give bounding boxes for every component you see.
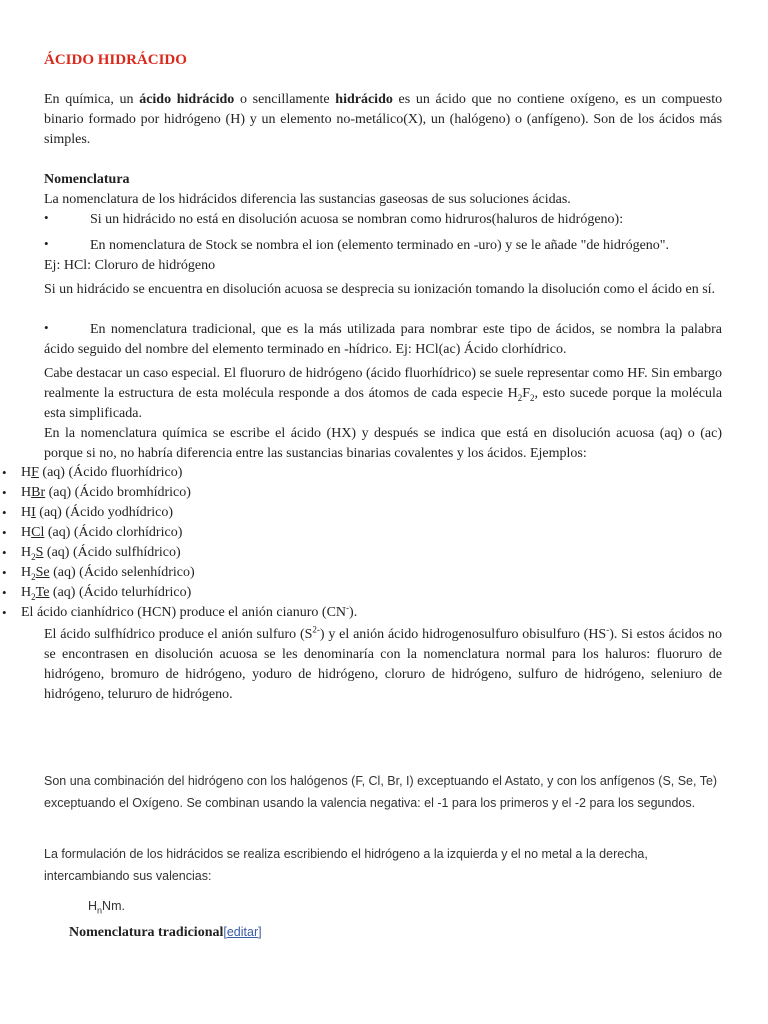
link-gaseosas[interactable]: gaseosas — [379, 192, 429, 207]
nomenclatura-quimica-paragraph: En la nomenclatura química se escribe el ácido (HX) y después se indica que está en disolución acuosa (aq) o (ac) porque si no, no habría diferencia entre las sustancias binarias covalentes y los ácidos. Ejemplos: — [44, 426, 722, 461]
combinacion-paragraph: Son una combinación del hidrógeno con los halógenos (F, Cl, Br, I) exceptuando el Astato, y con los anfígenos (S, Se, Te) exceptuando el Oxígeno. Se combinan usando la valencia negativa: el -1 para los primeros y el -2 para los segundos. — [44, 774, 718, 810]
link-elemento-no-metalico[interactable]: elemento no-metálico — [280, 112, 404, 127]
list-item: • HBr (aq) (Ácido bromhídrico) — [0, 483, 728, 503]
link-fluoruro[interactable]: fluoruro de hidrógeno — [44, 647, 723, 682]
list-item: • $H_2Te$ (aq) (Ácido telurhídrico) — [0, 583, 728, 603]
section-heading-nomenclatura: Nomenclatura — [44, 172, 130, 187]
term-hidracido: hidrácido — [335, 92, 393, 107]
link-acido-hx[interactable]: ácido — [290, 426, 322, 441]
link-quimica[interactable]: química — [65, 92, 111, 107]
link-bisulfuro[interactable]: bisulfuro — [529, 627, 580, 642]
bullet-tradicional: En nomenclatura tradicional, que es la más utilizada para nombrar este tipo de ácidos, se nombra la palabra ácido seguido del nombre del elemento terminado en -hídrico. Ej: HCl(ac) Ácido clorhídrico. — [44, 322, 723, 357]
list-item: • HCl (aq) (Ácido clorhídrico) — [0, 523, 728, 543]
link-atomos[interactable]: átomos — [368, 386, 410, 401]
link-acido[interactable]: ácido — [435, 92, 466, 107]
link-anion-hidrogenosulfuro[interactable]: anión ácido hidrogenosulfuro o — [353, 627, 530, 642]
ionizacion-paragraph: Si un hidrácido se encuentra en disolución acuosa se desprecia su ionización tomando la disolución como el ácido en sí. — [44, 282, 716, 297]
link-anion-cianuro[interactable]: anión cianuro — [241, 605, 319, 620]
link-disolucion-acuosa[interactable]: disolución acuosa — [552, 426, 655, 441]
link-element-f[interactable]: F — [31, 465, 39, 480]
link-element-s[interactable]: S — [35, 545, 44, 560]
term-acido-hidracido: ácido hidrácido — [139, 92, 235, 107]
link-oxigeno[interactable]: oxígeno — [570, 92, 616, 107]
list-item: • $H_2Se$ (aq) (Ácido selenhídrico) — [0, 563, 728, 583]
general-formula: $H_nNm$. — [88, 899, 125, 916]
link-element-br[interactable]: Br — [31, 485, 46, 500]
link-hidruros[interactable]: hidruros — [445, 212, 492, 227]
intro-paragraph: En química, un ácido hidrácido o sencillamente hidrácido es un ácido que no contiene oxígeno, es un compuesto binario formado por hidrógeno (H) y un elemento no-metálico(X), un (halógeno) o (anfígeno). Son de los ácidos más simples. — [44, 92, 723, 147]
link-hidrogeno[interactable]: hidrógeno — [164, 112, 221, 127]
list-item: • $H_2S$ (aq) (Ácido sulfhídrico) — [0, 543, 728, 563]
link-ionizacion[interactable]: ionización — [413, 282, 473, 297]
link-acido-clorhidrico[interactable]: Ácido clorhídrico — [463, 342, 564, 357]
caso-especial-paragraph: Cabe destacar un caso especial. El fluoruro de hidrógeno (ácido fluorhídrico) se suele representar como HF. Sin embargo realmente la estructura de esta molécula responde a dos átomos de cada especie $H_2F_2$, esto sucede porque la molécula esta simplificada. — [44, 366, 723, 421]
bullet-disolucion: Si un hidrácido no está en disolución acuosa se nombran como hidruros(haluros de hidrógeno): — [90, 212, 624, 227]
examples-list — [0, 463, 728, 623]
link-sulfuro[interactable]: sulfuro de hidrógeno — [518, 667, 641, 682]
page-title: ÁCIDO HIDRÁCIDO — [44, 52, 187, 68]
link-element-se[interactable]: Se — [35, 565, 50, 580]
link-bromuro[interactable]: bromuro de hidrógeno — [110, 667, 243, 682]
link-nomenclatura-quimica[interactable]: nomenclatura química — [80, 426, 208, 441]
link-acidos[interactable]: ácidos — [555, 322, 592, 337]
link-cloruro-de-hidrogeno[interactable]: Cloruro de hidrógeno — [94, 258, 216, 273]
list-item: • HI (aq) (Ácido yodhídrico) — [0, 503, 728, 523]
bullet-stock: En nomenclatura de Stock se nombra el ion (elemento terminado en -uro) y se le añade "de hidrógeno". — [90, 238, 670, 253]
edit-link[interactable]: editar — [226, 925, 259, 939]
link-haluros[interactable]: haluros — [605, 647, 647, 662]
link-anion-sulfuro[interactable]: anión sulfuro — [221, 627, 297, 642]
section-heading-nomenclatura-tradicional: Nomenclatura tradicional[editar] — [69, 925, 262, 940]
link-disolucion[interactable]: disolución — [238, 212, 297, 227]
sulfhidrico-paragraph: El ácido sulfhídrico produce el anión sulfuro $(S^{2-})$ y el anión ácido hidrogenosulfuro obisulfuro (HS-). Si estos ácidos no se encontrasen en disolución acuosa se les denominaría con la nomenclatura normal para los haluros: fluoruro de hidrógeno, bromuro de hidrógeno, yoduro de hidrógeno, cloruro de hidrógeno, sulfuro de hidrógeno, seleniuro de hidrógeno, telururo de hidrógeno. — [44, 624, 723, 702]
formulacion-paragraph: La formulación de los hidrácidos se realiza escribiendo el hidrógeno a la izquierda y el no metal a la derecha, intercambiando sus valencias: — [44, 847, 648, 883]
link-yoduro[interactable]: yoduro de hidrógeno — [252, 667, 375, 682]
link-element-cl[interactable]: Cl — [31, 525, 45, 540]
link-acido-fluorhidrico[interactable]: ácido fluorhídrico — [370, 366, 472, 381]
nomenclatura-paragraph: La nomenclatura de los hidrácidos diferencia las sustancias gaseosas de sus soluciones ácidas. — [44, 192, 571, 207]
bullet-marker: • — [44, 320, 49, 335]
list-item: • HF (aq) (Ácido fluorhídrico) — [0, 463, 728, 483]
bullet-marker: • — [44, 236, 49, 251]
link-cloruro[interactable]: cloruro de hidrógeno — [384, 667, 509, 682]
list-item: • El ácido cianhídrico (HCN) produce el anión cianuro (CN-). — [0, 603, 728, 623]
link-element-te[interactable]: Te — [35, 585, 50, 600]
link-element-i[interactable]: I — [31, 505, 36, 520]
link-seleniuro[interactable]: seleniuro de hidrógeno — [44, 667, 723, 702]
example-hcl: Ej: HCl: Cloruro de hidrógeno — [44, 258, 216, 273]
link-ion[interactable]: ion — [315, 238, 334, 253]
link-telururo[interactable]: telururo de hidrógeno — [107, 687, 230, 702]
link-molecula-2[interactable]: molécula — [670, 386, 723, 401]
link-molecula[interactable]: molécula — [222, 386, 274, 401]
bullet-marker: • — [44, 210, 49, 225]
link-halogeno[interactable]: halógeno — [454, 112, 506, 127]
link-anfigeno[interactable]: anfígeno — [531, 112, 581, 127]
